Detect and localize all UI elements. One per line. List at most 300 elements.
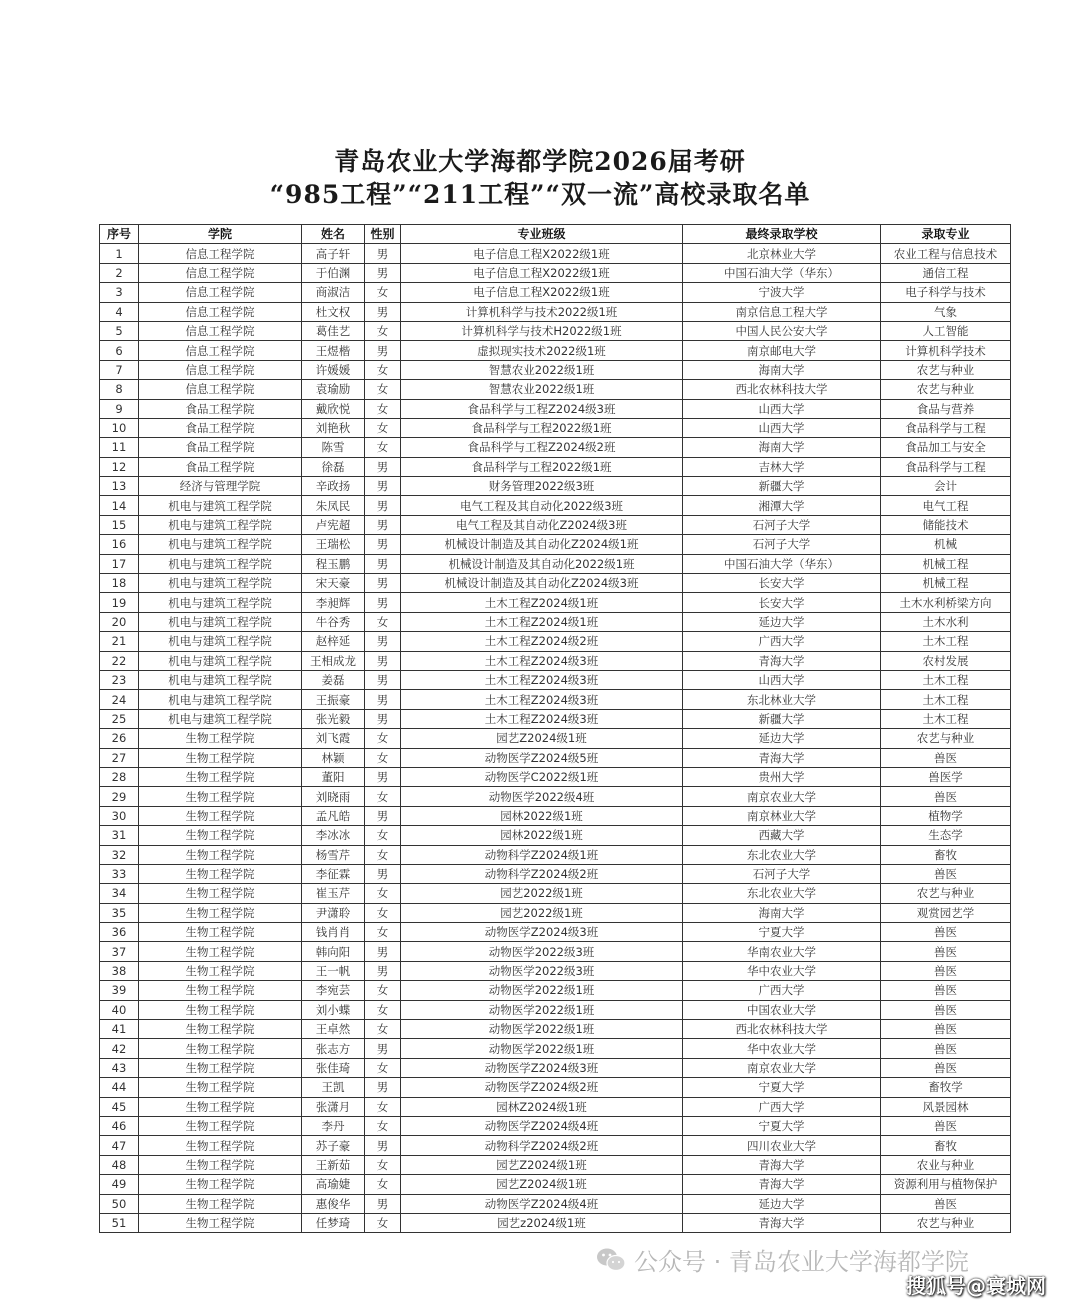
cell-major: 兽医	[881, 981, 1011, 1000]
table-row	[100, 1039, 1011, 1058]
table-row	[100, 574, 1011, 593]
cell-gender: 男	[365, 709, 401, 728]
cell-school: 海南大学	[683, 438, 881, 457]
table-row	[100, 341, 1011, 360]
cell-college: 生物工程学院	[139, 942, 302, 961]
cell-major: 储能技术	[881, 515, 1011, 534]
cell-major: 土木工程	[881, 709, 1011, 728]
table-row	[100, 1116, 1011, 1135]
cell-gender: 男	[365, 1039, 401, 1058]
table-row	[100, 1097, 1011, 1116]
cell-class: 动物医学2022级3班	[401, 942, 683, 961]
cell-major: 生态学	[881, 826, 1011, 845]
cell-class: 园艺Z2024级1班	[401, 1155, 683, 1174]
cell-gender: 男	[365, 496, 401, 515]
cell-class: 土木工程Z2024级3班	[401, 651, 683, 670]
cell-name: 卢宪超	[302, 515, 365, 534]
cell-name: 孟凡皓	[302, 806, 365, 825]
table-row	[100, 321, 1011, 340]
cell-class: 土木工程Z2024级2班	[401, 632, 683, 651]
table-row	[100, 399, 1011, 418]
cell-gender: 男	[365, 690, 401, 709]
cell-school: 青海大学	[683, 1213, 881, 1232]
cell-name: 王凯	[302, 1078, 365, 1097]
cell-major: 农艺与种业	[881, 1213, 1011, 1232]
cell-school: 新疆大学	[683, 477, 881, 496]
cell-major: 土木水利	[881, 612, 1011, 631]
cell-index: 43	[100, 1058, 139, 1077]
cell-major: 兽医	[881, 1194, 1011, 1213]
cell-college: 生物工程学院	[139, 1175, 302, 1194]
cell-major: 农业与种业	[881, 1155, 1011, 1174]
table-row	[100, 1213, 1011, 1232]
table-row	[100, 360, 1011, 379]
cell-major: 农艺与种业	[881, 884, 1011, 903]
cell-name: 李昶辉	[302, 593, 365, 612]
cell-name: 牛谷秀	[302, 612, 365, 631]
cell-class: 土木工程Z2024级1班	[401, 612, 683, 631]
title-line-1: 青岛农业大学海都学院2026届考研	[334, 147, 746, 176]
cell-index: 42	[100, 1039, 139, 1058]
cell-major: 计算机科学技术	[881, 341, 1011, 360]
cell-college: 生物工程学院	[139, 864, 302, 883]
table-row	[100, 1155, 1011, 1174]
table-row	[100, 477, 1011, 496]
cell-gender: 女	[365, 1116, 401, 1135]
cell-school: 青海大学	[683, 1155, 881, 1174]
cell-name: 惠俊华	[302, 1194, 365, 1213]
cell-index: 12	[100, 457, 139, 476]
header-index: 序号	[100, 225, 139, 244]
cell-name: 徐磊	[302, 457, 365, 476]
cell-school: 长安大学	[683, 593, 881, 612]
title-line-2: “985工程”“211工程”“双一流”高校录取名单	[269, 180, 811, 209]
cell-college: 机电与建筑工程学院	[139, 535, 302, 554]
cell-major: 食品科学与工程	[881, 418, 1011, 437]
cell-college: 生物工程学院	[139, 903, 302, 922]
cell-class: 动物医学Z2024级2班	[401, 1078, 683, 1097]
cell-gender: 女	[365, 380, 401, 399]
cell-index: 40	[100, 1000, 139, 1019]
cell-gender: 男	[365, 457, 401, 476]
cell-gender: 女	[365, 283, 401, 302]
cell-major: 土木工程	[881, 670, 1011, 689]
cell-name: 苏子豪	[302, 1136, 365, 1155]
cell-index: 33	[100, 864, 139, 883]
cell-gender: 男	[365, 574, 401, 593]
cell-name: 商淑洁	[302, 283, 365, 302]
table-row	[100, 612, 1011, 631]
cell-college: 机电与建筑工程学院	[139, 632, 302, 651]
cell-college: 信息工程学院	[139, 360, 302, 379]
cell-major: 畜牧	[881, 845, 1011, 864]
table-row	[100, 729, 1011, 748]
cell-gender: 女	[365, 845, 401, 864]
cell-gender: 女	[365, 418, 401, 437]
cell-name: 尹潇聆	[302, 903, 365, 922]
cell-index: 8	[100, 380, 139, 399]
cell-school: 南京林业大学	[683, 806, 881, 825]
table-row	[100, 593, 1011, 612]
cell-college: 信息工程学院	[139, 341, 302, 360]
cell-college: 食品工程学院	[139, 457, 302, 476]
table-row	[100, 981, 1011, 1000]
cell-class: 电子信息工程X2022级1班	[401, 263, 683, 282]
cell-major: 兽医	[881, 942, 1011, 961]
table-row	[100, 554, 1011, 573]
cell-college: 机电与建筑工程学院	[139, 574, 302, 593]
header-school: 最终录取学校	[683, 225, 881, 244]
cell-major: 农村发展	[881, 651, 1011, 670]
cell-name: 张志方	[302, 1039, 365, 1058]
table-row	[100, 884, 1011, 903]
table-row	[100, 942, 1011, 961]
cell-class: 虚拟现实技术2022级1班	[401, 341, 683, 360]
cell-gender: 男	[365, 1194, 401, 1213]
cell-gender: 女	[365, 1097, 401, 1116]
cell-major: 会计	[881, 477, 1011, 496]
cell-college: 信息工程学院	[139, 380, 302, 399]
table-row	[100, 283, 1011, 302]
cell-gender: 男	[365, 515, 401, 534]
cell-index: 24	[100, 690, 139, 709]
cell-class: 智慧农业2022级1班	[401, 360, 683, 379]
cell-name: 姜磊	[302, 670, 365, 689]
cell-class: 食品科学与工程Z2024级2班	[401, 438, 683, 457]
cell-index: 3	[100, 283, 139, 302]
account-label: 公众号 · 青岛农业大学海都学院	[634, 1248, 969, 1276]
cell-major: 土木工程	[881, 632, 1011, 651]
cell-index: 27	[100, 748, 139, 767]
cell-gender: 女	[365, 787, 401, 806]
cell-name: 刘艳秋	[302, 418, 365, 437]
cell-gender: 男	[365, 535, 401, 554]
cell-college: 生物工程学院	[139, 826, 302, 845]
cell-name: 葛佳艺	[302, 321, 365, 340]
cell-gender: 男	[365, 341, 401, 360]
cell-major: 兽医	[881, 748, 1011, 767]
cell-name: 高瑜婕	[302, 1175, 365, 1194]
cell-college: 生物工程学院	[139, 1194, 302, 1213]
header-class: 专业班级	[401, 225, 683, 244]
cell-school: 石河子大学	[683, 515, 881, 534]
cell-index: 17	[100, 554, 139, 573]
cell-index: 13	[100, 477, 139, 496]
cell-major: 电子科学与技术	[881, 283, 1011, 302]
cell-school: 华南农业大学	[683, 942, 881, 961]
cell-gender: 女	[365, 981, 401, 1000]
cell-major: 畜牧学	[881, 1078, 1011, 1097]
table-row	[100, 903, 1011, 922]
cell-gender: 男	[365, 961, 401, 980]
cell-name: 张潇月	[302, 1097, 365, 1116]
cell-name: 李冰冰	[302, 826, 365, 845]
cell-name: 王新茹	[302, 1155, 365, 1174]
cell-class: 动物科学Z2024级2班	[401, 864, 683, 883]
cell-gender: 女	[365, 1175, 401, 1194]
cell-name: 辛政扬	[302, 477, 365, 496]
cell-index: 2	[100, 263, 139, 282]
table-row	[100, 457, 1011, 476]
cell-gender: 女	[365, 321, 401, 340]
cell-name: 林颖	[302, 748, 365, 767]
cell-index: 48	[100, 1155, 139, 1174]
cell-index: 23	[100, 670, 139, 689]
cell-major: 食品与营养	[881, 399, 1011, 418]
table-row	[100, 709, 1011, 728]
cell-college: 生物工程学院	[139, 845, 302, 864]
cell-major: 兽医	[881, 1020, 1011, 1039]
cell-major: 观赏园艺学	[881, 903, 1011, 922]
cell-index: 5	[100, 321, 139, 340]
cell-college: 生物工程学院	[139, 1039, 302, 1058]
cell-class: 土木工程Z2024级3班	[401, 690, 683, 709]
cell-college: 生物工程学院	[139, 1020, 302, 1039]
cell-name: 钱肖肖	[302, 923, 365, 942]
cell-gender: 女	[365, 612, 401, 631]
cell-school: 东北林业大学	[683, 690, 881, 709]
cell-school: 宁夏大学	[683, 1116, 881, 1135]
cell-gender: 男	[365, 806, 401, 825]
cell-major: 兽医	[881, 864, 1011, 883]
cell-class: 食品科学与工程Z2024级3班	[401, 399, 683, 418]
table-row	[100, 1136, 1011, 1155]
cell-class: 动物医学Z2024级3班	[401, 1058, 683, 1077]
cell-name: 赵梓延	[302, 632, 365, 651]
cell-gender: 男	[365, 593, 401, 612]
cell-major: 电气工程	[881, 496, 1011, 515]
cell-class: 机械设计制造及其自动化Z2024级1班	[401, 535, 683, 554]
cell-class: 电子信息工程X2022级1班	[401, 244, 683, 263]
cell-name: 王卓然	[302, 1020, 365, 1039]
cell-name: 程玉鹏	[302, 554, 365, 573]
cell-school: 宁波大学	[683, 283, 881, 302]
cell-major: 资源利用与植物保护	[881, 1175, 1011, 1194]
cell-index: 14	[100, 496, 139, 515]
cell-school: 广西大学	[683, 632, 881, 651]
cell-class: 园艺z2024级1班	[401, 1213, 683, 1232]
cell-class: 园艺Z2024级1班	[401, 1175, 683, 1194]
cell-gender: 女	[365, 399, 401, 418]
cell-college: 信息工程学院	[139, 244, 302, 263]
cell-college: 生物工程学院	[139, 1097, 302, 1116]
cell-gender: 女	[365, 923, 401, 942]
cell-gender: 男	[365, 632, 401, 651]
admission-table	[99, 224, 1011, 1233]
cell-gender: 男	[365, 244, 401, 263]
cell-school: 青海大学	[683, 748, 881, 767]
cell-college: 信息工程学院	[139, 263, 302, 282]
table-row	[100, 1194, 1011, 1213]
cell-school: 华中农业大学	[683, 1039, 881, 1058]
cell-class: 动物科学Z2024级2班	[401, 1136, 683, 1155]
cell-major: 农艺与种业	[881, 380, 1011, 399]
cell-gender: 女	[365, 729, 401, 748]
cell-index: 6	[100, 341, 139, 360]
cell-gender: 女	[365, 826, 401, 845]
cell-college: 食品工程学院	[139, 418, 302, 437]
cell-college: 生物工程学院	[139, 1000, 302, 1019]
cell-name: 李丹	[302, 1116, 365, 1135]
cell-college: 信息工程学院	[139, 321, 302, 340]
cell-class: 土木工程Z2024级1班	[401, 593, 683, 612]
cell-major: 兽医	[881, 1058, 1011, 1077]
cell-college: 机电与建筑工程学院	[139, 670, 302, 689]
cell-gender: 女	[365, 1020, 401, 1039]
cell-college: 生物工程学院	[139, 884, 302, 903]
table-row	[100, 864, 1011, 883]
cell-name: 许媛媛	[302, 360, 365, 379]
cell-index: 36	[100, 923, 139, 942]
cell-class: 土木工程Z2024级3班	[401, 670, 683, 689]
cell-class: 动物医学2022级1班	[401, 981, 683, 1000]
cell-class: 动物医学Z2024级5班	[401, 748, 683, 767]
cell-gender: 女	[365, 748, 401, 767]
table-row	[100, 1078, 1011, 1097]
cell-school: 青海大学	[683, 1175, 881, 1194]
cell-class: 园艺2022级1班	[401, 884, 683, 903]
cell-index: 21	[100, 632, 139, 651]
cell-school: 山西大学	[683, 399, 881, 418]
cell-gender: 男	[365, 477, 401, 496]
cell-college: 食品工程学院	[139, 399, 302, 418]
cell-name: 任梦琦	[302, 1213, 365, 1232]
header-college: 学院	[139, 225, 302, 244]
cell-index: 4	[100, 302, 139, 321]
cell-index: 15	[100, 515, 139, 534]
cell-gender: 男	[365, 670, 401, 689]
cell-index: 9	[100, 399, 139, 418]
table-row	[100, 535, 1011, 554]
cell-school: 南京农业大学	[683, 1058, 881, 1077]
cell-major: 兽医	[881, 1000, 1011, 1019]
cell-college: 机电与建筑工程学院	[139, 709, 302, 728]
cell-name: 张佳琦	[302, 1058, 365, 1077]
table-row	[100, 961, 1011, 980]
cell-school: 中国人民公安大学	[683, 321, 881, 340]
cell-college: 生物工程学院	[139, 981, 302, 1000]
cell-class: 电气工程及其自动化2022级3班	[401, 496, 683, 515]
cell-index: 34	[100, 884, 139, 903]
cell-college: 信息工程学院	[139, 302, 302, 321]
cell-school: 广西大学	[683, 981, 881, 1000]
cell-index: 26	[100, 729, 139, 748]
cell-major: 通信工程	[881, 263, 1011, 282]
cell-index: 7	[100, 360, 139, 379]
cell-college: 生物工程学院	[139, 729, 302, 748]
cell-class: 财务管理2022级3班	[401, 477, 683, 496]
table-row	[100, 748, 1011, 767]
table-row	[100, 845, 1011, 864]
cell-class: 动物医学Z2024级3班	[401, 923, 683, 942]
cell-class: 机械设计制造及其自动化2022级1班	[401, 554, 683, 573]
cell-school: 吉林大学	[683, 457, 881, 476]
cell-index: 41	[100, 1020, 139, 1039]
cell-name: 袁瑜励	[302, 380, 365, 399]
cell-name: 戴欣悦	[302, 399, 365, 418]
table-header-row	[100, 225, 1011, 244]
cell-college: 生物工程学院	[139, 806, 302, 825]
cell-gender: 男	[365, 554, 401, 573]
cell-class: 动物医学Z2024级4班	[401, 1116, 683, 1135]
cell-gender: 男	[365, 1136, 401, 1155]
cell-gender: 女	[365, 360, 401, 379]
cell-school: 中国农业大学	[683, 1000, 881, 1019]
cell-index: 31	[100, 826, 139, 845]
cell-name: 王瑞松	[302, 535, 365, 554]
cell-school: 宁夏大学	[683, 923, 881, 942]
cell-school: 山西大学	[683, 418, 881, 437]
cell-name: 王相成龙	[302, 651, 365, 670]
cell-school: 石河子大学	[683, 535, 881, 554]
cell-college: 食品工程学院	[139, 438, 302, 457]
header-name: 姓名	[302, 225, 365, 244]
cell-major: 土木水利桥梁方向	[881, 593, 1011, 612]
cell-class: 食品科学与工程2022级1班	[401, 418, 683, 437]
cell-class: 动物医学2022级1班	[401, 1000, 683, 1019]
cell-school: 延边大学	[683, 1194, 881, 1213]
cell-class: 园林2022级1班	[401, 806, 683, 825]
cell-college: 机电与建筑工程学院	[139, 612, 302, 631]
cell-gender: 女	[365, 1058, 401, 1077]
table-row	[100, 632, 1011, 651]
cell-name: 朱凤民	[302, 496, 365, 515]
cell-name: 李宛芸	[302, 981, 365, 1000]
cell-college: 机电与建筑工程学院	[139, 515, 302, 534]
cell-name: 陈雪	[302, 438, 365, 457]
cell-college: 生物工程学院	[139, 961, 302, 980]
cell-major: 食品科学与工程	[881, 457, 1011, 476]
cell-gender: 女	[365, 1000, 401, 1019]
cell-class: 动物医学2022级1班	[401, 1039, 683, 1058]
table-row	[100, 806, 1011, 825]
table-row	[100, 302, 1011, 321]
cell-gender: 女	[365, 1155, 401, 1174]
table-row	[100, 263, 1011, 282]
cell-index: 46	[100, 1116, 139, 1135]
cell-name: 刘晓雨	[302, 787, 365, 806]
cell-class: 园艺2022级1班	[401, 903, 683, 922]
cell-major: 兽医学	[881, 767, 1011, 786]
cell-class: 园艺Z2024级1班	[401, 729, 683, 748]
source-watermark: 搜狐号@寰城网	[906, 1274, 1046, 1298]
cell-school: 海南大学	[683, 903, 881, 922]
cell-index: 47	[100, 1136, 139, 1155]
cell-name: 杜文权	[302, 302, 365, 321]
cell-school: 西北农林科技大学	[683, 1020, 881, 1039]
cell-major: 食品加工与安全	[881, 438, 1011, 457]
cell-major: 农艺与种业	[881, 729, 1011, 748]
cell-school: 中国石油大学（华东）	[683, 554, 881, 573]
cell-gender: 男	[365, 942, 401, 961]
cell-major: 兽医	[881, 1116, 1011, 1135]
cell-index: 10	[100, 418, 139, 437]
cell-class: 动物科学Z2024级1班	[401, 845, 683, 864]
cell-school: 西藏大学	[683, 826, 881, 845]
cell-index: 22	[100, 651, 139, 670]
table-row	[100, 1058, 1011, 1077]
cell-gender: 男	[365, 263, 401, 282]
cell-college: 生物工程学院	[139, 767, 302, 786]
cell-gender: 男	[365, 1078, 401, 1097]
cell-class: 动物医学Z2024级4班	[401, 1194, 683, 1213]
cell-school: 东北农业大学	[683, 884, 881, 903]
cell-major: 兽医	[881, 961, 1011, 980]
cell-school: 海南大学	[683, 360, 881, 379]
table-row	[100, 515, 1011, 534]
cell-class: 智慧农业2022级1班	[401, 380, 683, 399]
cell-school: 南京信息工程大学	[683, 302, 881, 321]
